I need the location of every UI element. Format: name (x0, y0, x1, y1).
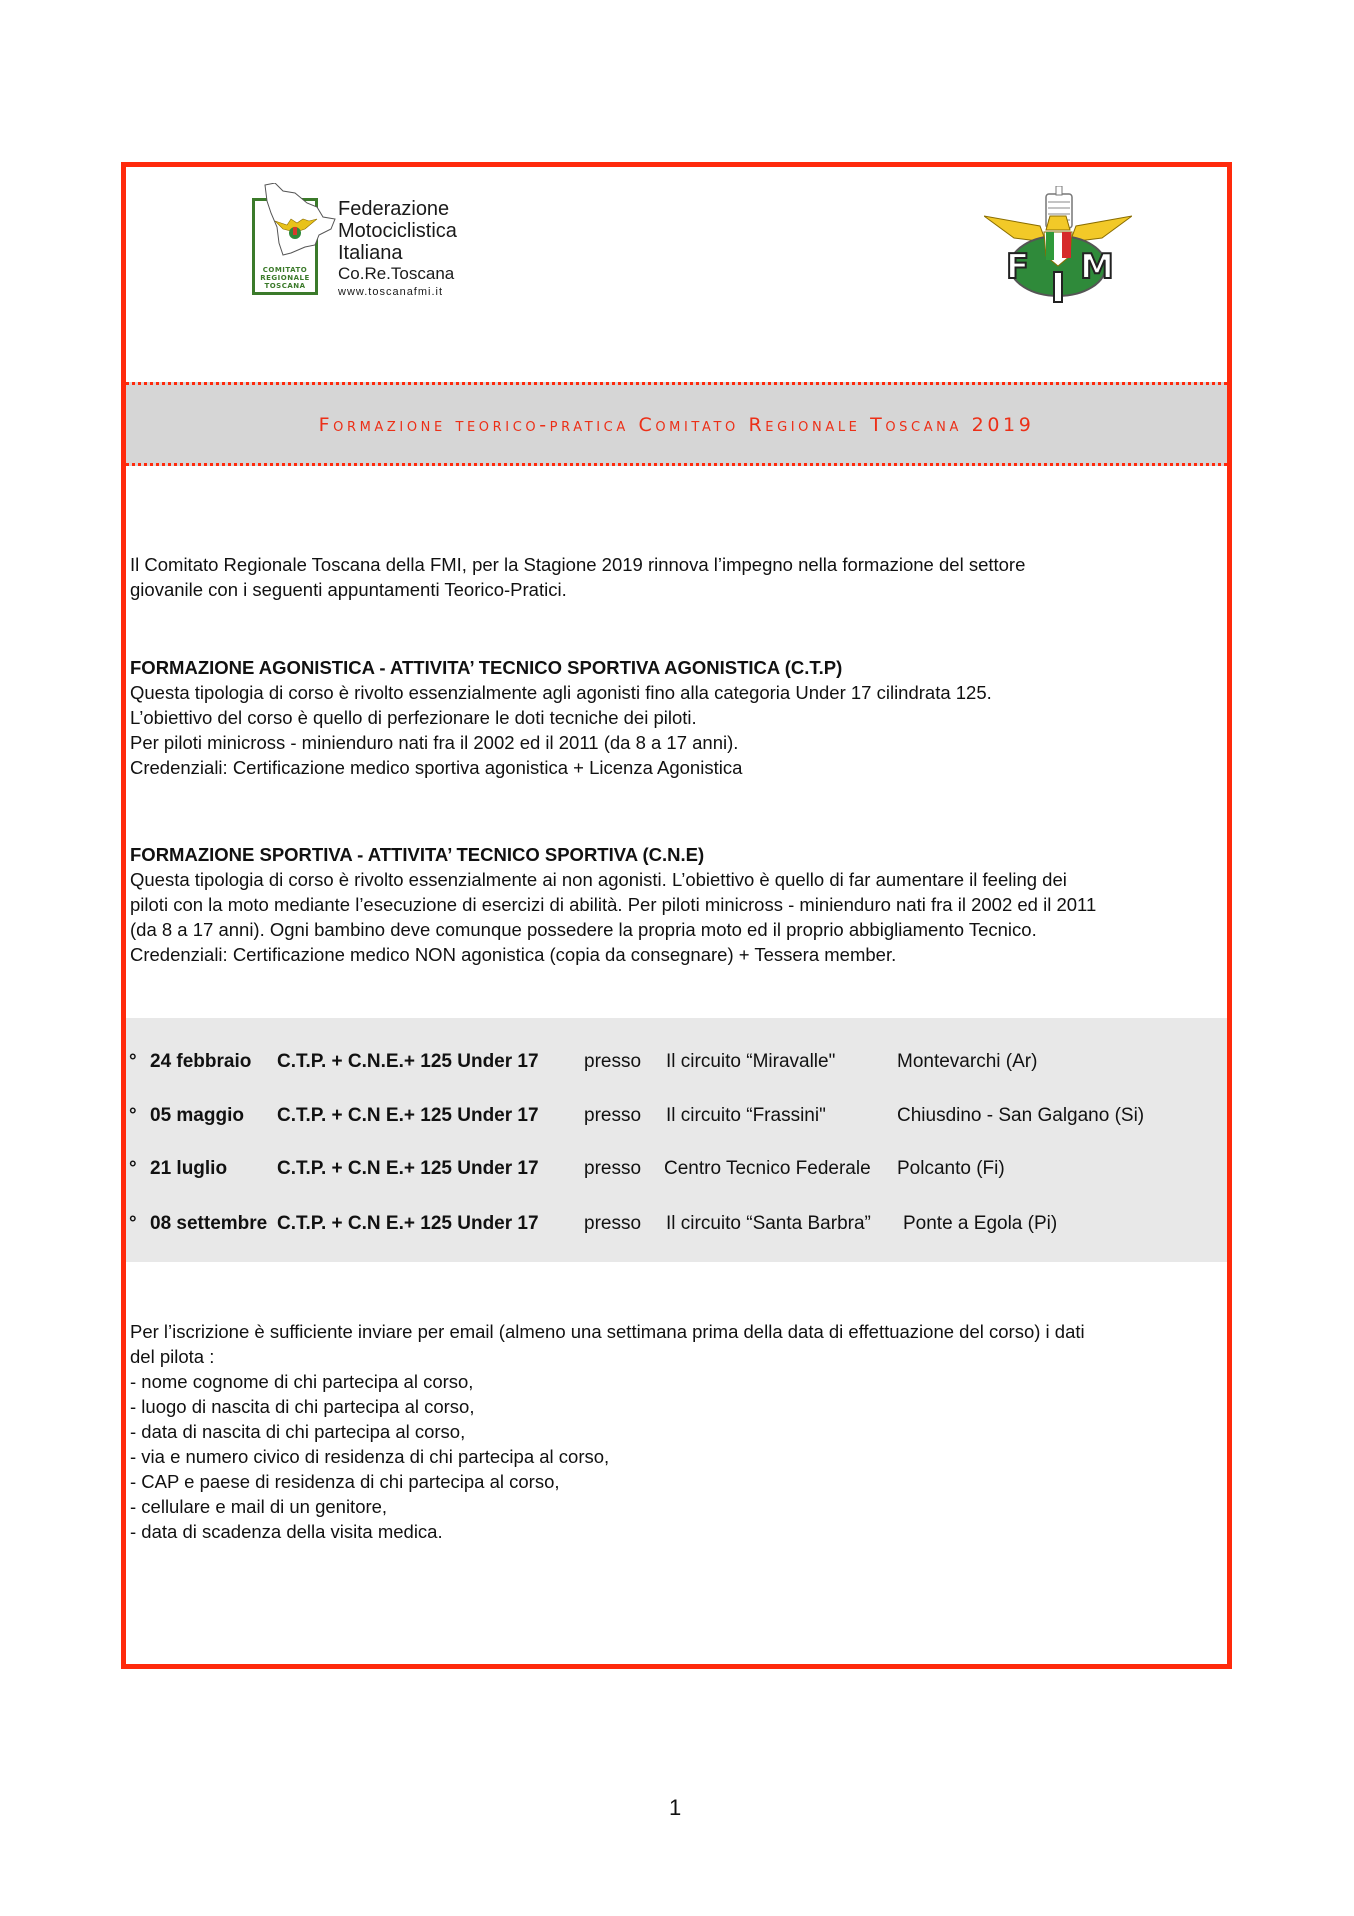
section-heading: FORMAZIONE AGONISTICA - ATTIVITA’ TECNICO SPORTIVA AGONISTICA (C.T.P) (130, 657, 843, 678)
schedule-city: Montevarchi (Ar) (897, 1051, 1038, 1072)
schedule-presso: presso (584, 1158, 642, 1179)
schedule-presso: presso (584, 1213, 642, 1234)
badge-label-line: COMITATO (262, 266, 308, 274)
schedule-box (126, 1018, 1227, 1262)
tuscany-map-icon (261, 183, 337, 265)
section-line: Questa tipologia di corso è rivolto essenzialmente agli agonisti fino alla categoria Under 17 cilindrata 125. (130, 682, 992, 703)
intro-line: giovanile con i seguenti appuntamenti Teorico-Pratici. (130, 579, 567, 600)
schedule-city: Polcanto (Fi) (897, 1158, 1005, 1179)
section-sportiva (130, 842, 1096, 967)
schedule-presso: presso (584, 1051, 642, 1072)
schedule-type: C.T.P. + C.N E.+ 125 Under 17 (277, 1158, 539, 1179)
section-agonistica (130, 655, 992, 780)
schedule-date: 24 febbraio (150, 1051, 252, 1072)
schedule-place: Centro Tecnico Federale (664, 1158, 871, 1179)
schedule-type: C.T.P. + C.N E.+ 125 Under 17 (277, 1213, 539, 1234)
schedule-place: Il circuito “Frassini" (666, 1105, 826, 1126)
schedule-type: C.T.P. + C.N E.+ 125 Under 17 (277, 1105, 539, 1126)
logo-text-website: www.toscanafmi.it (338, 286, 444, 298)
title-banner (126, 382, 1227, 466)
schedule-date: 05 maggio (150, 1105, 244, 1126)
comitato-badge (252, 198, 318, 295)
svg-text:M: M (1080, 247, 1114, 287)
section-line: L’obiettivo del corso è quello di perfezionare le doti tecniche dei piloti. (130, 707, 697, 728)
schedule-place: Il circuito “Santa Barbra” (666, 1213, 871, 1234)
registration-item: - luogo di nascita di chi partecipa al corso, (130, 1396, 475, 1417)
logo-text-italiana: Italiana (338, 242, 403, 264)
registration-line: del pilota : (130, 1346, 215, 1367)
badge-label-line: TOSCANA (264, 282, 306, 290)
section-line: Credenziali: Certificazione medico sportiva agonistica + Licenza Agonistica (130, 757, 743, 778)
badge-label-line: REGIONALE (260, 274, 310, 282)
schedule-date: 08 settembre (150, 1213, 268, 1234)
intro-line: Il Comitato Regionale Toscana della FMI, per la Stagione 2019 rinnova l’impegno nella formazione del settore (130, 554, 1026, 575)
registration-paragraph (130, 1319, 1085, 1544)
registration-line: Per l’iscrizione è sufficiente inviare per email (almeno una settimana prima della data di effettuazione del corso) i dati (130, 1321, 1085, 1342)
svg-text:F: F (1006, 247, 1030, 287)
intro-paragraph (130, 552, 1025, 602)
bullet-icon: ° (129, 1051, 137, 1072)
logo-text-federazione: Federazione (338, 198, 450, 220)
registration-item: - CAP e paese di residenza di chi partecipa al corso, (130, 1471, 560, 1492)
registration-item: - data di nascita di chi partecipa al corso, (130, 1421, 466, 1442)
schedule-presso: presso (584, 1105, 642, 1126)
fmi-emblem-icon (984, 186, 1132, 304)
schedule-type: C.T.P. + C.N.E.+ 125 Under 17 (277, 1051, 539, 1072)
logo-text-motociclistica: Motociclistica (338, 220, 457, 242)
section-line: Questa tipologia di corso è rivolto essenzialmente ai non agonisti. L’obiettivo è quello di far aumentare il feeling dei (130, 869, 1067, 890)
logo-text-co-re-toscana: Co.Re.Toscana (338, 264, 455, 283)
bullet-icon: ° (129, 1105, 137, 1126)
page-number: 1 (669, 1795, 682, 1820)
registration-item: - via e numero civico di residenza di chi partecipa al corso, (130, 1446, 610, 1467)
section-line: piloti con la moto mediante l’esecuzione di esercizi di abilità. Per piloti minicross - minienduro nati fra il 2002 ed il 2011 (130, 894, 1097, 915)
registration-item: - data di scadenza della visita medica. (130, 1521, 443, 1542)
bullet-icon: ° (129, 1213, 137, 1234)
schedule-city: Ponte a Egola (Pi) (903, 1213, 1058, 1234)
section-line: Per piloti minicross - minienduro nati fra il 2002 ed il 2011 (da 8 a 17 anni). (130, 732, 739, 753)
section-heading: FORMAZIONE SPORTIVA - ATTIVITA’ TECNICO SPORTIVA (C.N.E) (130, 844, 705, 865)
schedule-place: Il circuito “Miravalle" (666, 1051, 836, 1072)
schedule-date: 21 luglio (150, 1158, 228, 1179)
bullet-icon: ° (129, 1158, 137, 1179)
registration-item: - nome cognome di chi partecipa al corso, (130, 1371, 474, 1392)
section-line: (da 8 a 17 anni). Ogni bambino deve comunque possedere la propria moto ed il proprio abbigliamento Tecnico. (130, 919, 1037, 940)
section-line: Credenziali: Certificazione medico NON agonistica (copia da consegnare) + Tessera member. (130, 944, 897, 965)
registration-item: - cellulare e mail di un genitore, (130, 1496, 388, 1517)
schedule-city: Chiusdino - San Galgano (Si) (897, 1105, 1145, 1126)
page-title: Formazione teorico-pratica Comitato Regionale Toscana 2019 (318, 414, 1035, 436)
fmi-toscana-logo (252, 180, 482, 300)
